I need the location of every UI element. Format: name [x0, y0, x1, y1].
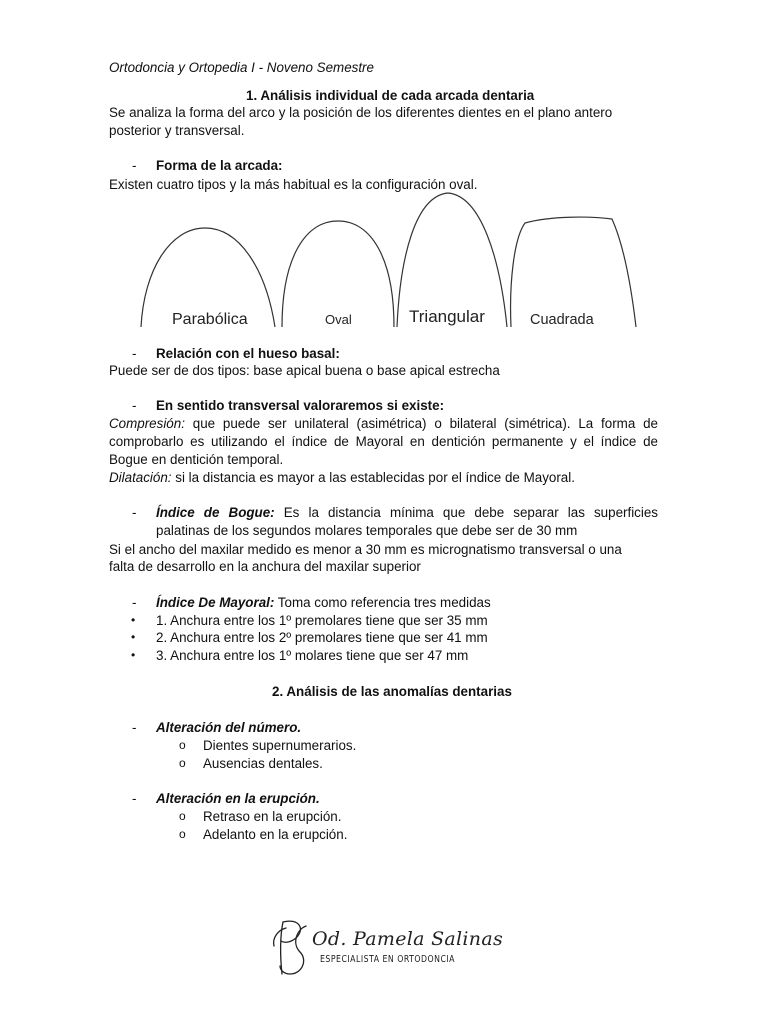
- compresion-line-2: comprobarlo es utilizando el índice de Mayoral en dentición permanente y el índice de: [109, 434, 658, 449]
- circle-marker: o: [179, 756, 186, 770]
- mayoral-line: [156, 594, 491, 611]
- square-arch-shape: [511, 217, 636, 327]
- forma-text: Existen cuatro tipos y la más habitual es la configuración oval.: [109, 177, 478, 192]
- compresion-line-3: Bogue en dentición temporal.: [109, 452, 284, 467]
- bogue-after-line-1: Si el ancho del maxilar medido es menor a 30 mm es micrognatismo transversal o una: [109, 542, 622, 557]
- section-1-title: 1. Análisis individual de cada arcada dentaria: [246, 88, 535, 103]
- arch-label-oval: Oval: [325, 312, 352, 327]
- dash-marker: -: [132, 791, 137, 806]
- numero-heading: Alteración del número.: [156, 720, 302, 735]
- circle-marker: o: [179, 738, 186, 752]
- intro-line-1: Se analiza la forma del arco y la posición de los diferentes dientes en el plano antero: [109, 105, 613, 120]
- dash-marker: -: [132, 595, 137, 610]
- section-2-title: 2. Análisis de las anomalías dentarias: [272, 684, 512, 699]
- numero-item-1: Dientes supernumerarios.: [203, 738, 357, 753]
- bogue-label: Índice de Bogue:: [156, 505, 275, 520]
- dash-marker: -: [132, 720, 137, 735]
- mayoral-item-2: 2. Anchura entre los 2º premolares tiene que ser 41 mm: [156, 630, 488, 645]
- erupcion-heading: Alteración en la erupción.: [156, 791, 320, 806]
- bullet-marker: •: [131, 630, 136, 644]
- bogue-text: Es la distancia mínima que debe separar las superficies: [274, 505, 658, 520]
- bullet-marker: •: [131, 613, 136, 627]
- compresion-line-1: [109, 415, 658, 432]
- arch-shapes-diagram: [130, 188, 640, 336]
- compresion-text: que puede ser unilateral (asimétrica) o bilateral (simétrica). La forma de: [184, 416, 658, 431]
- signature-subtitle: ESPECIALISTA EN ORTODONCIA: [320, 954, 456, 965]
- bogue-after-line-2: falta de desarrollo en la anchura del maxilar superior: [109, 559, 421, 574]
- dilatacion-label: Dilatación:: [109, 470, 172, 485]
- relacion-text: Puede ser de dos tipos: base apical buena o base apical estrecha: [109, 363, 500, 378]
- forma-heading: Forma de la arcada:: [156, 158, 283, 173]
- dilatacion-line: [109, 469, 575, 486]
- compresion-label: Compresión:: [109, 416, 185, 431]
- dash-marker: -: [132, 398, 137, 413]
- bogue-line-2: palatinas de los segundos molares temporales que debe ser de 30 mm: [156, 523, 578, 538]
- arch-label-cuadrada: Cuadrada: [530, 312, 594, 328]
- course-header: Ortodoncia y Ortopedia I - Noveno Semestre: [109, 60, 374, 75]
- circle-marker: o: [179, 809, 186, 823]
- numero-item-2: Ausencias dentales.: [203, 756, 323, 771]
- mayoral-text: Toma como referencia tres medidas: [274, 595, 491, 610]
- dash-marker: -: [132, 505, 137, 520]
- mayoral-item-1: 1. Anchura entre los 1º premolares tiene que ser 35 mm: [156, 613, 488, 628]
- mayoral-item-3: 3. Anchura entre los 1º molares tiene que ser 47 mm: [156, 648, 469, 663]
- arch-label-parabolica: Parabólica: [172, 311, 248, 328]
- transversal-heading: En sentido transversal valoraremos si existe:: [156, 398, 445, 413]
- dilatacion-text: si la distancia es mayor a las establecidas por el índice de Mayoral.: [171, 470, 575, 485]
- relacion-heading: Relación con el hueso basal:: [156, 346, 340, 361]
- dash-marker: -: [132, 158, 137, 173]
- signature-monogram-logo: [268, 916, 314, 980]
- circle-marker: o: [179, 827, 186, 841]
- bullet-marker: •: [131, 648, 136, 662]
- intro-line-2: posterior y transversal.: [109, 123, 245, 138]
- arch-label-triangular: Triangular: [409, 307, 485, 326]
- signature-name: Od. Pamela Salinas: [312, 928, 503, 950]
- bogue-line-1: [156, 504, 658, 521]
- erupcion-item-2: Adelanto en la erupción.: [203, 827, 348, 842]
- dash-marker: -: [132, 346, 137, 361]
- erupcion-item-1: Retraso en la erupción.: [203, 809, 342, 824]
- mayoral-label: Índice De Mayoral:: [156, 595, 275, 610]
